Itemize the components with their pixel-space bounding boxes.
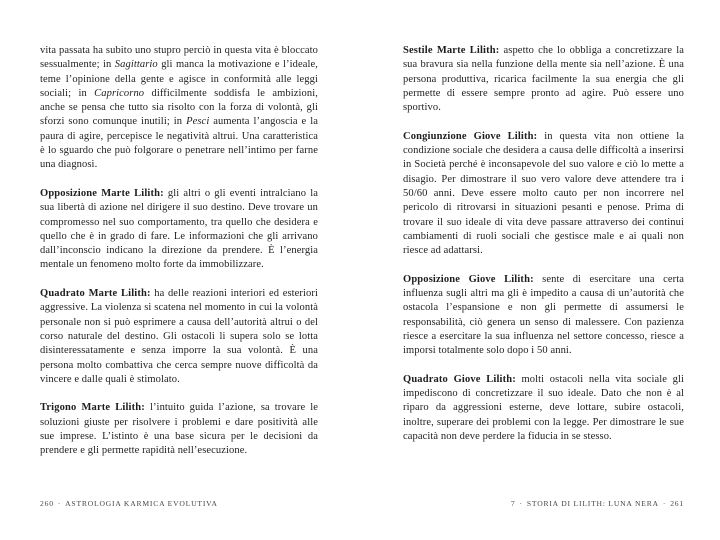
aspect-heading: Quadrato Marte Lilith:	[40, 288, 151, 300]
aspect-heading: Congiunzione Giove Lilith:	[403, 130, 538, 142]
aspect-heading: Opposizione Marte Lilith:	[40, 187, 164, 199]
footer-separator: ·	[662, 499, 667, 508]
intro-text-segment: difficilmente soddisfa le ambizioni, anche se pensa che tutto sia risolto con la forza di volontà, gli sforzi sono comunque inutili; in	[40, 87, 318, 128]
aspect-body-text: molti ostacoli nella vita sociale gli impediscono di concretizzare il suo ideale. Dato che non è al riparo da aggressioni esterne, deve lottare, subire ostacoli, inoltre, superare dei problemi con la legge. Per dimostrare le sue capacità non deve perdere la fiducia in se stesso.	[403, 373, 684, 443]
paragraph-sestile-marte-lilith	[403, 44, 684, 115]
aspect-body-text: in questa vita non ottiene la condizione sociale che desidera a causa delle difficoltà a inserirsi in Società perché è inconsapevole del suo valore e ciò lo mette a disagio. Per dimostrare il suo vero valore deve attendere tra i 50/60 anni. Deve essere molto cauto per non incorrere nel pericolo di ritrovarsi in situazioni pesanti e penose. Prima di trovare il suo ideale di vita deve passare attraverso dei continui cambiamenti di ruoli sociali che gestisce male e ai quali non riesce ad adattarsi.	[403, 130, 684, 257]
left-page-text-block	[40, 44, 318, 473]
footer-separator: ·	[519, 499, 523, 508]
left-page	[40, 0, 318, 540]
right-page-footer	[403, 499, 684, 509]
right-page-text-block	[403, 44, 684, 459]
page-number: 261	[670, 499, 684, 508]
page-number: 260	[40, 499, 54, 508]
footer-separator: ·	[57, 499, 62, 508]
running-title: STORIA DI LILITH: LUNA NERA	[526, 499, 659, 508]
zodiac-sign-pesci: Pesci	[186, 116, 210, 128]
intro-text-segment: aumenta l’angoscia e la paura di agire, percepisce le negatività altrui. Una caratteristica è lo sguardo che può folgorare o penetrare nell’intimo per farne una diagnosi.	[40, 116, 319, 171]
paragraph-congiunzione-giove-lilith	[403, 130, 684, 259]
paragraph-trigono-marte-lilith	[40, 401, 318, 458]
zodiac-sign-sagittario: Sagittario	[114, 59, 158, 71]
right-page	[403, 0, 684, 540]
paragraph-opposizione-giove-lilith	[403, 273, 684, 359]
left-page-footer	[40, 499, 318, 509]
paragraph-intro-continuation	[40, 44, 318, 173]
aspect-body-text: l’intuito guida l’azione, sa trovare le soluzioni giuste per risolvere i problemi e dare positività alle sue imprese. L’istinto è una base sicura per le decisioni da prendere e gli permette rapidità nell’esecuzione.	[40, 402, 319, 457]
aspect-body-text: aspetto che lo obbliga a concretizzare la sua bravura sia nella funzione della mente sia nell’azione. È una persona produttiva, ricarica facilmente la sua energia che gli permette di essere sempre pronto ad agire. Può essere uno sportivo.	[403, 45, 684, 114]
intro-text-segment: gli manca la motivazione e l’ideale, teme l’opinione della gente e agisce in conformità alle leggi sociali; in	[40, 59, 318, 99]
running-title: ASTROLOGIA KARMICA EVOLUTIVA	[65, 499, 218, 508]
paragraph-quadrato-giove-lilith	[403, 373, 684, 444]
aspect-body-text: ha delle reazioni interiori ed esteriori aggressive. La violenza si scatena nel momento in cui la volontà personale non si può esprimere a causa dell’autorità altrui o del corso naturale del destino. Gli ostacoli li supera solo se lotta disinteressatamente e senza imporre la sua volontà. È una persona molto combattiva che cerca sempre nuove difficoltà da vincere e dalle quali è stimolato.	[40, 288, 318, 385]
aspect-body-text: gli altri o gli eventi intralciano la sua libertà di azione nel dirigere il suo destino. Deve trovare un compromesso nel suo comportamento, tra quello che desidera e quello che è in grado di fare. Le informazioni che gli arrivano dall’inconscio indicano la direzione da prendere. È l’energia mentale un fenomeno molto forte da immobilizzare.	[40, 187, 318, 271]
aspect-body-text: sente di esercitare una certa influenza sugli altri ma gli è impedito a causa di un’autorità che ostacola l’espansione e non gli permette di assumersi le responsabilità, ciò genera un senso di malessere. Con pazienza riesce a esercitare la sua influenza nel settore concesso, riesce a imporsi totalmente solo dopo i 50 anni.	[403, 273, 684, 357]
paragraph-opposizione-marte-lilith	[40, 187, 318, 273]
paragraph-quadrato-marte-lilith	[40, 287, 318, 387]
chapter-number: 7	[510, 499, 516, 508]
aspect-heading: Sestile Marte Lilith:	[403, 45, 500, 56]
aspect-heading: Opposizione Giove Lilith:	[403, 273, 534, 285]
aspect-heading: Quadrato Giove Lilith:	[403, 373, 516, 385]
intro-text-segment: vita passata ha subito uno stupro perciò in questa vita è bloccato sessualmente; in	[40, 45, 318, 71]
aspect-heading: Trigono Marte Lilith:	[40, 402, 145, 414]
zodiac-sign-capricorno: Capricorno	[94, 87, 145, 99]
